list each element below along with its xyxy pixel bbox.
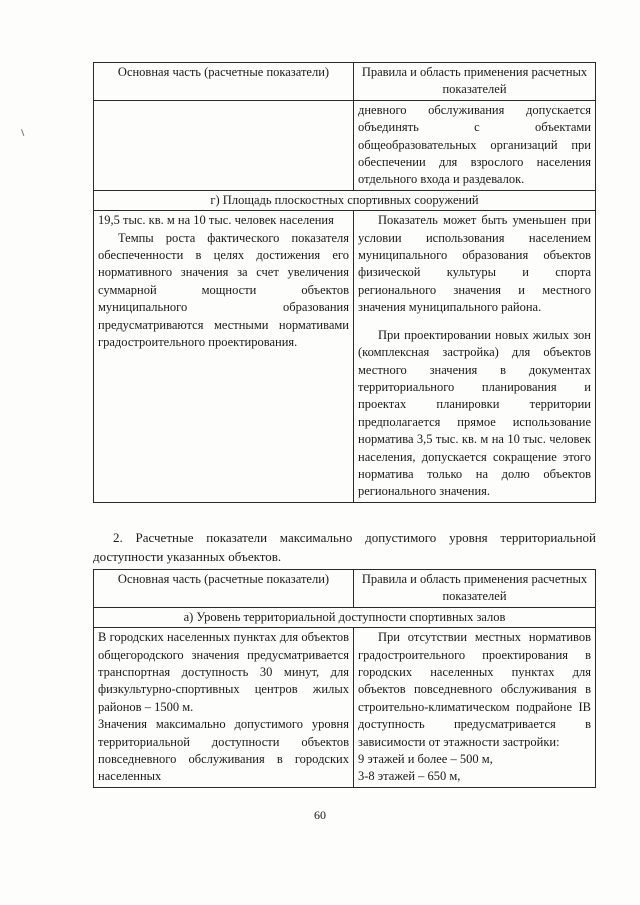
- table1-continued-text: дневного обслуживания допускается объединять с объектами общеобразовательных организаций при обеспечении для взрослого населения отдельного входа и раздевалок.: [358, 102, 591, 187]
- table1-new-zones-rule: При проектировании новых жилых зон (комплексная застройка) для объектов местного значения в документах территориального планирования и проектах планировки территории предполагается прямое использование норматива 3,5 тыс. кв. м на 10 тыс. человек населения, допускается сокращение этого норматива только на долю объектов регионального значения.: [358, 327, 591, 499]
- table-sports-facilities-area: [93, 62, 596, 503]
- table2-header-main-part: Основная часть (расчетные показатели): [94, 570, 354, 608]
- table2-transport-accessibility: В городских населенных пунктах для объектов общегородского значения предусматривается транспортная доступность 30 минут, для физкультурно-спортивных центров жилых районов – 1500 м.: [98, 630, 349, 714]
- table2-left-cell: [94, 628, 354, 788]
- table1-left-cell: [94, 211, 354, 503]
- table2-max-accessibility: Значения максимально допустимого уровня территориальной доступности объектов повседневного обслуживания в городских населенных: [98, 717, 349, 784]
- table1-norm-value: 19,5 тыс. кв. м на 10 тыс. человек населения: [98, 213, 334, 228]
- table2-section-title: а) Уровень территориальной доступности спортивных залов: [94, 607, 596, 627]
- section-2-paragraph: 2. Расчетные показатели максимально допустимого уровня территориальной доступности указанных объектов.: [93, 530, 596, 564]
- table1-reduction-rule: Показатель может быть уменьшен при условии использования населением муниципального образования объектов физической культуры и спорта регионального значения и местного значения муниципального района.: [358, 213, 591, 315]
- table-sports-halls-accessibility: [93, 569, 596, 788]
- table1-continued-right: [354, 100, 596, 190]
- table1-right-cell: [354, 211, 596, 503]
- table2-header-rules: Правила и область применения расчетных показателей: [354, 570, 596, 608]
- table1-header-main-part: Основная часть (расчетные показатели): [94, 63, 354, 101]
- table1-growth-text: Темпы роста фактического показателя обеспеченности в целях достижения его нормативного значения за счет увеличения суммарной мощности объектов муниципального образования предусматриваются местными нормативами градостроительного проектирования.: [98, 230, 349, 350]
- table1-continued-left-empty: [94, 100, 354, 190]
- table1-section-title: г) Площадь плоскостных спортивных сооружений: [94, 190, 596, 210]
- table2-absence-rule: При отсутствии местных нормативов градостроительного проектирования в городских населенных пунктах для объектов повседневного обслуживания в строительно-климатическом подрайоне IВ доступность предусматривается в зависимости от этажности застройки:: [358, 630, 591, 749]
- table1-header-rules: Правила и область применения расчетных показателей: [354, 63, 596, 101]
- scan-mark: [21, 127, 30, 136]
- page-number: 60: [314, 808, 326, 822]
- table2-floors-9-plus: 9 этажей и более – 500 м,: [358, 752, 493, 767]
- table2-right-cell: [354, 628, 596, 788]
- table2-floors-3-8: 3-8 этажей – 650 м,: [358, 769, 461, 784]
